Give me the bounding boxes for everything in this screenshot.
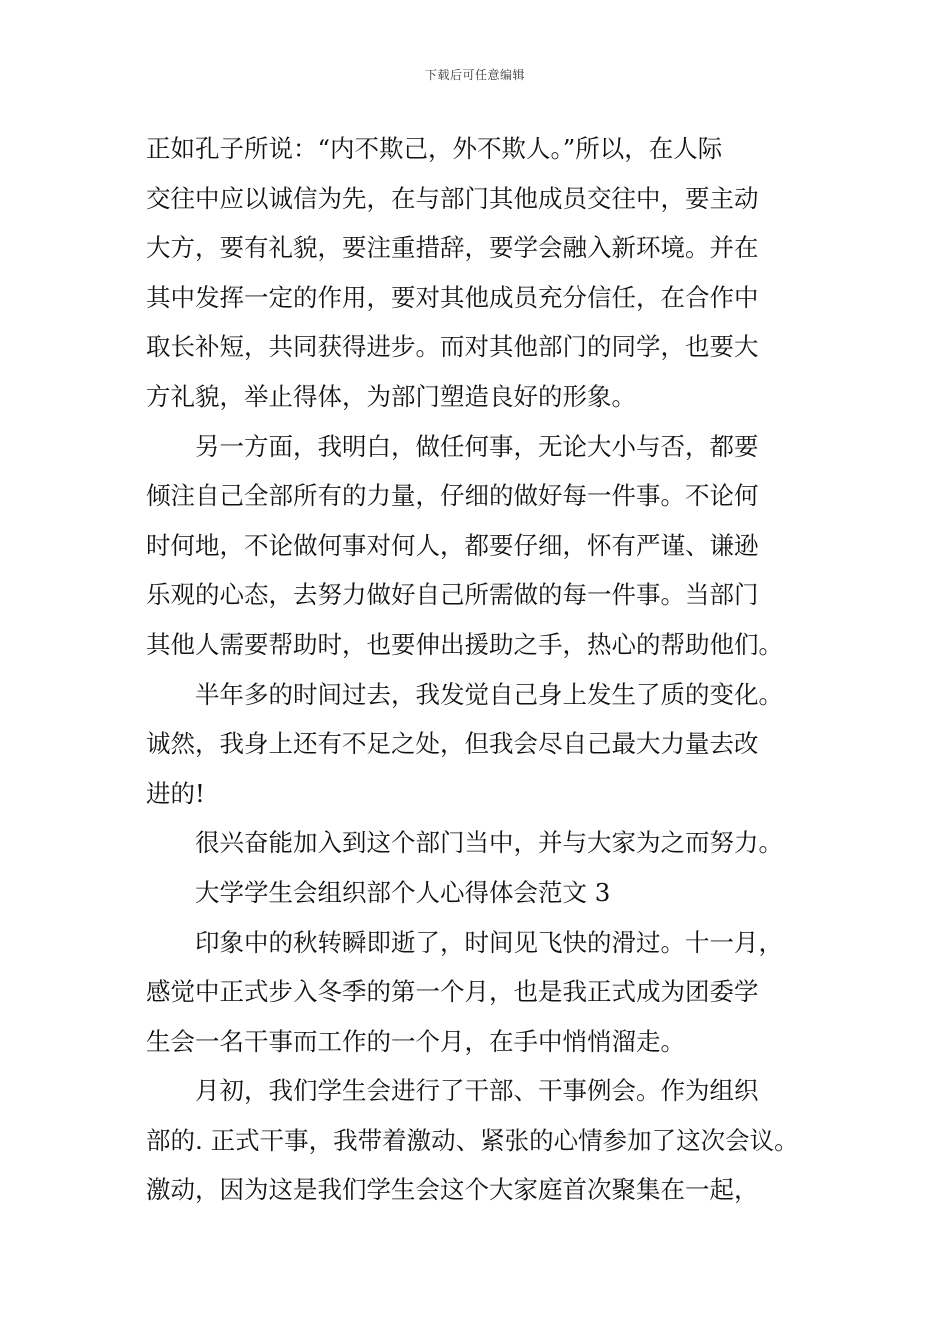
text-line: 取长补短，共同获得进步。而对其他部门的同学，也要大 [146,332,759,362]
text-line: 生会一名干事而工作的一个月，在手中悄悄溜走。 [146,1026,685,1056]
text-line: 正如孔子所说：“内不欺己，外不欺人。”所以，在人际 [146,134,723,163]
text-line: 另一方面，我明白，做任何事，无论大小与否，都要 [195,431,759,461]
text-line: 诚然，我身上还有不足之处，但我会尽自己最大力量去改 [146,729,759,759]
text-line: 进的! [146,778,205,808]
text-line: 印象中的秋转瞬即逝了，时间见飞快的滑过。十一月， [195,927,783,957]
text-line: 月初，我们学生会进行了干部、干事例会。作为组织 [195,1076,759,1106]
text-line: 其中发挥一定的作用，要对其他成员充分信任，在合作中 [146,282,759,312]
text-line: 乐观的心态，去努力做好自己所需做的每一件事。当部门 [146,580,759,610]
text-line: 半年多的时间过去，我发觉自己身上发生了质的变化。 [195,679,783,709]
text-line: 感觉中正式步入冬季的第一个月，也是我正式成为团委学 [146,977,759,1007]
text-line: 部的. 正式干事，我带着激动、紧张的心情参加了这次会议。 [146,1125,799,1155]
text-line: 倾注自己全部所有的力量，仔细的做好每一件事。不论何 [146,481,759,511]
text-line: 方礼貌，举止得体，为部门塑造良好的形象。 [146,381,636,411]
text-line: 时何地，不论做何事对何人，都要仔细，怀有严谨、谦逊 [146,530,759,560]
text-line: 激动，因为这是我们学生会这个大家庭首次聚集在一起， [146,1175,759,1205]
text-line: 大学学生会组织部个人心得体会范文 3 [195,877,611,907]
text-line: 交往中应以诚信为先，在与部门其他成员交往中，要主动 [146,183,759,213]
header-note: 下载后可任意编辑 [424,68,525,82]
text-line: 很兴奋能加入到这个部门当中，并与大家为之而努力。 [195,828,783,858]
body-text [146,124,826,1215]
text-line: 其他人需要帮助时，也要伸出援助之手，热心的帮助他们。 [146,629,783,659]
text-line: 大方，要有礼貌，要注重措辞，要学会融入新环境。并在 [146,233,759,263]
